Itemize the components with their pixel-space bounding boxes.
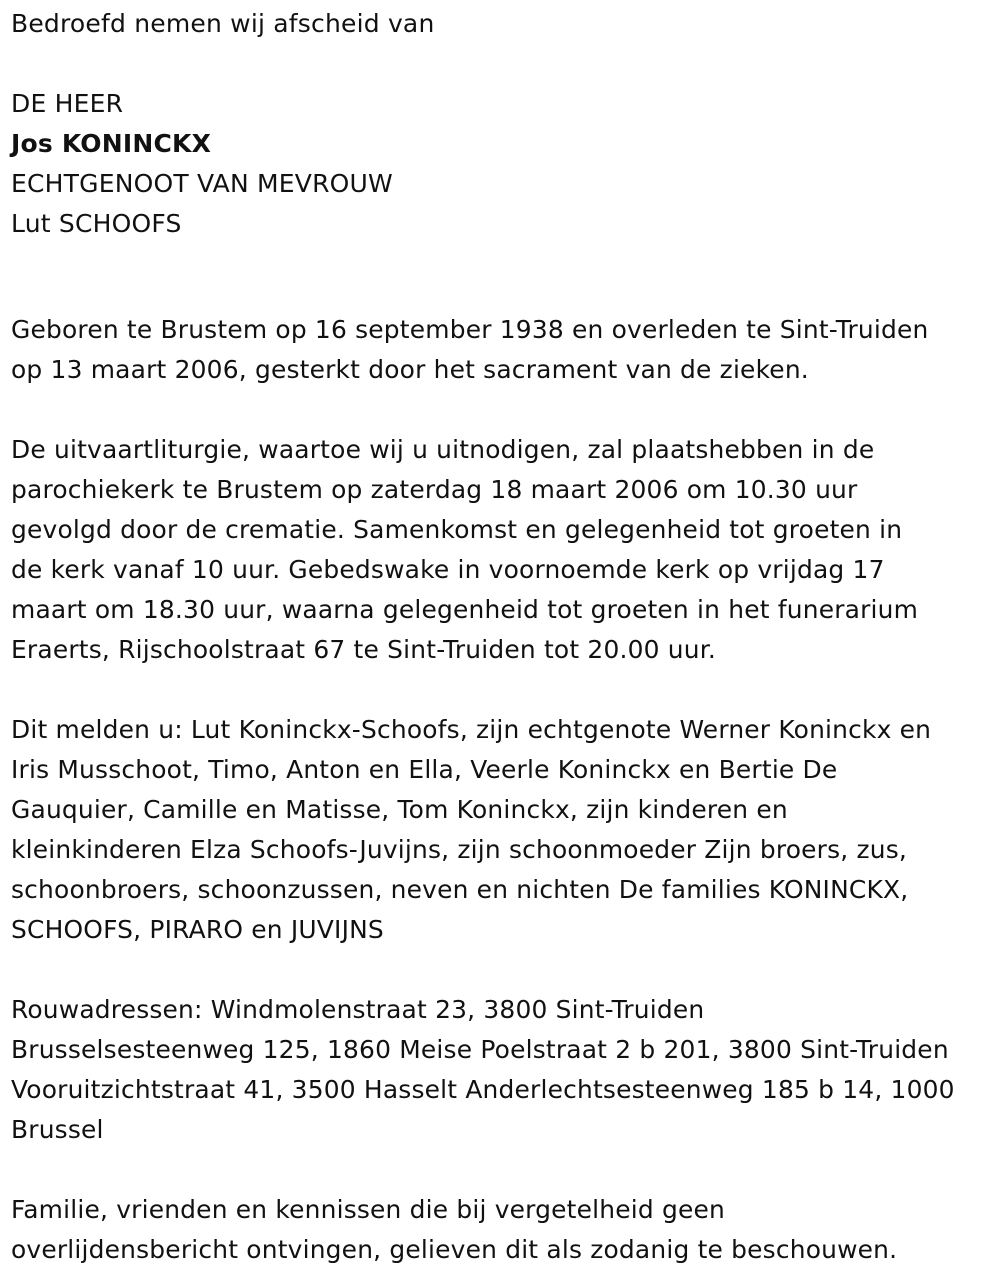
paragraph-line: Dit melden u: Lut Koninckx-Schoofs, zijn echtgenote Werner Koninckx en <box>11 715 932 744</box>
mourning-addresses-paragraph <box>11 990 995 1150</box>
paragraph-line: schoonbroers, schoonzussen, neven en nichten De families KONINCKX, <box>11 875 909 904</box>
paragraph-line: de kerk vanaf 10 uur. Gebedswake in voornoemde kerk op vrijdag 17 <box>11 555 885 584</box>
paragraph-line: Brusselsesteenweg 125, 1860 Meise Poelstraat 2 b 201, 3800 Sint-Truiden <box>11 1035 949 1064</box>
paragraph-line: Vooruitzichtstraat 41, 3500 Hasselt Anderlechtsesteenweg 185 b 14, 1000 <box>11 1075 955 1104</box>
paragraph-line: op 13 maart 2006, gesterkt door het sacrament van de zieken. <box>11 355 809 384</box>
honorific: DE HEER <box>11 89 124 118</box>
paragraph-line: Brussel <box>11 1115 104 1144</box>
closing-paragraph <box>11 1190 995 1270</box>
intro-text: Bedroefd nemen wij afscheid van <box>11 9 435 38</box>
spouse-relation: ECHTGENOOT VAN MEVROUW <box>11 169 393 198</box>
paragraph-line: Eraerts, Rijschoolstraat 67 te Sint-Truiden tot 20.00 uur. <box>11 635 716 664</box>
paragraph-line: SCHOOFS, PIRARO en JUVIJNS <box>11 915 384 944</box>
paragraph-line: Gauquier, Camille en Matisse, Tom Koninckx, zijn kinderen en <box>11 795 788 824</box>
paragraph-line: parochiekerk te Brustem op zaterdag 18 maart 2006 om 10.30 uur <box>11 475 858 504</box>
paragraph-line: Iris Musschoot, Timo, Anton en Ella, Veerle Koninckx en Bertie De <box>11 755 838 784</box>
paragraph-line: kleinkinderen Elza Schoofs-Juvijns, zijn schoonmoeder Zijn broers, zus, <box>11 835 908 864</box>
spouse-name: Lut SCHOOFS <box>11 209 182 238</box>
paragraph-line: Geboren te Brustem op 16 september 1938 en overleden te Sint-Truiden <box>11 315 929 344</box>
paragraph-line: overlijdensbericht ontvingen, gelieven dit als zodanig te beschouwen. <box>11 1235 898 1264</box>
paragraph-line: Rouwadressen: Windmolenstraat 23, 3800 Sint-Truiden <box>11 995 705 1024</box>
intro-line <box>11 4 435 44</box>
paragraph-line: gevolgd door de crematie. Samenkomst en gelegenheid tot groeten in <box>11 515 903 544</box>
family-notification-paragraph <box>11 710 995 950</box>
deceased-title-block <box>11 84 393 244</box>
birth-death-paragraph <box>11 310 995 390</box>
paragraph-line: Familie, vrienden en kennissen die bij vergetelheid geen <box>11 1195 725 1224</box>
paragraph-line: maart om 18.30 uur, waarna gelegenheid tot groeten in het funerarium <box>11 595 919 624</box>
funeral-liturgy-paragraph <box>11 430 995 670</box>
deceased-name: Jos KONINCKX <box>11 129 212 158</box>
paragraph-line: De uitvaartliturgie, waartoe wij u uitnodigen, zal plaatshebben in de <box>11 435 875 464</box>
